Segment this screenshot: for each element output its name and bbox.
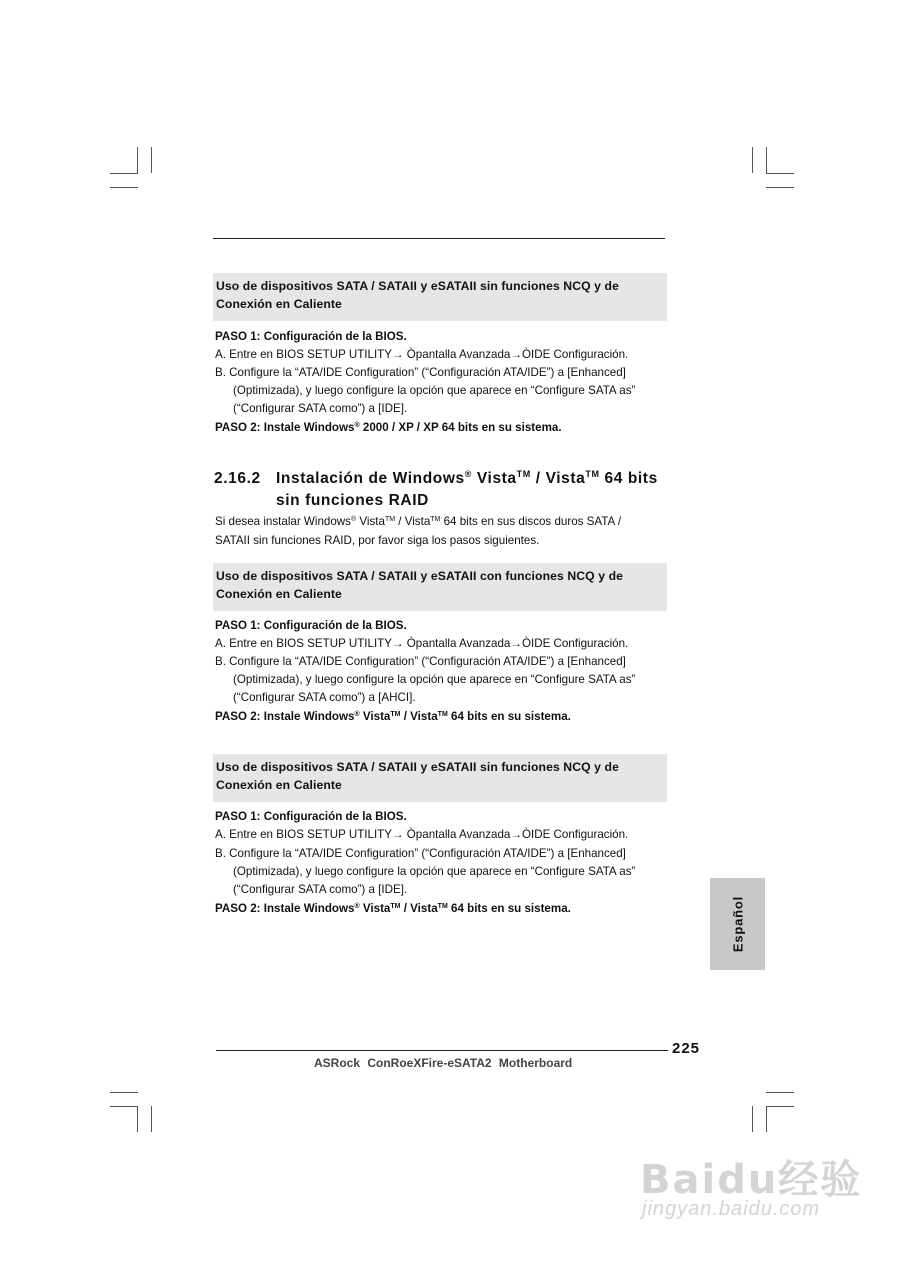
step-b-text: (Optimizada), y luego configure la opción que aparece en “Configure SATA as”: [233, 865, 636, 878]
step-b-text: B. Configure la “ATA/IDE Configuration” (“Configuración ATA/IDE”) a [Enhanced]: [215, 366, 626, 379]
step-b-text: (“Configurar SATA como”) a [AHCI].: [233, 691, 416, 704]
watermark: [640, 1148, 863, 1220]
box-line: Uso de dispositivos SATA / SATAII y eSATAII sin funciones NCQ y de: [216, 279, 619, 293]
section-number: 2.16.2: [214, 470, 261, 487]
box-line: Uso de dispositivos SATA / SATAII y eSATAII sin funciones NCQ y de: [216, 760, 619, 774]
step-a-text: A. Entre en BIOS SETUP UTILITY→ Òpantalla Avanzada→ÒIDE Configuración.: [215, 348, 629, 361]
section-box-con-ncq: [213, 563, 667, 611]
section-heading-line2: sin funciones RAID: [276, 492, 429, 509]
intro-paragraph-line2: SATAII sin funciones RAID, por favor siga los pasos siguientes.: [215, 534, 540, 547]
section-box-sin-ncq-1: [213, 273, 667, 321]
box-line: Conexión en Caliente: [216, 297, 342, 311]
box-line: Uso de dispositivos SATA / SATAII y eSATAII con funciones NCQ y de: [216, 569, 624, 583]
watermark-url: jingyan.baidu.com: [642, 1198, 821, 1220]
language-tab-label: Español: [730, 895, 745, 953]
step-b-text: B. Configure la “ATA/IDE Configuration” (“Configuración ATA/IDE”) a [Enhanced]: [215, 847, 626, 860]
intro-paragraph: Si desea instalar Windows® Vista™ / Vista™ 64 bits en sus discos duros SATA /: [215, 515, 622, 528]
step-b-text: (Optimizada), y luego configure la opción que aparece en “Configure SATA as”: [233, 384, 636, 397]
page-number: 225: [672, 1040, 701, 1057]
step-b-text: (“Configurar SATA como”) a [IDE].: [233, 883, 408, 896]
paso2-heading: PASO 2: Instale Windows® Vista™ / Vista™ 64 bits en su sistema.: [215, 710, 571, 723]
paso2-heading: PASO 2: Instale Windows® Vista™ / Vista™ 64 bits en su sistema.: [215, 902, 571, 915]
footer-text: ASRock ConRoeXFire-eSATA2 Motherboard: [314, 1056, 573, 1070]
paso1-heading: PASO 1: Configuración de la BIOS.: [215, 810, 407, 823]
step-a-text: A. Entre en BIOS SETUP UTILITY→ Òpantalla Avanzada→ÒIDE Configuración.: [215, 828, 629, 841]
bottom-rule: [216, 1050, 668, 1051]
step-a-text: A. Entre en BIOS SETUP UTILITY→ Òpantalla Avanzada→ÒIDE Configuración.: [215, 637, 629, 650]
paso1-heading: PASO 1: Configuración de la BIOS.: [215, 330, 407, 343]
section-heading: 2.16.2 Instalación de Windows® Vista™ / Vista™ 64 bits: [214, 468, 658, 490]
watermark-brand: Baidu经验: [640, 1157, 863, 1203]
paso1-heading: PASO 1: Configuración de la BIOS.: [215, 619, 407, 632]
step-b-text: B. Configure la “ATA/IDE Configuration” (“Configuración ATA/IDE”) a [Enhanced]: [215, 655, 626, 668]
language-tab: [710, 878, 765, 970]
box-line: Conexión en Caliente: [216, 587, 342, 601]
box-line: Conexión en Caliente: [216, 778, 342, 792]
step-b-text: (Optimizada), y luego configure la opción que aparece en “Configure SATA as”: [233, 673, 636, 686]
top-rule: [213, 238, 665, 239]
step-b-text: (“Configurar SATA como”) a [IDE].: [233, 402, 408, 415]
section-box-sin-ncq-2: [213, 754, 667, 802]
paso2-heading: PASO 2: Instale Windows® 2000 / XP / XP 64 bits en su sistema.: [215, 421, 562, 434]
